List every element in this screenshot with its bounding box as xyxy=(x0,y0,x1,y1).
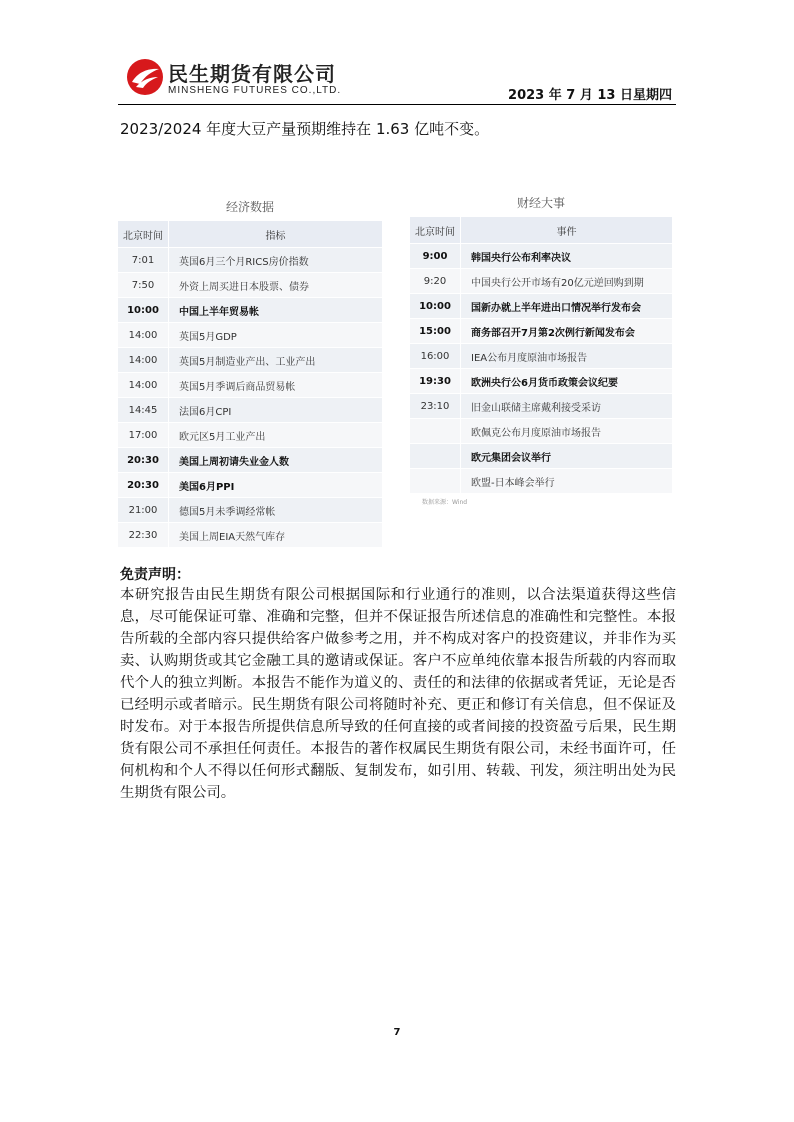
column-header-time: 北京时间 xyxy=(118,221,169,247)
table-row xyxy=(118,272,382,297)
row-text: 韩国央行公布利率决议 xyxy=(471,252,571,264)
row-text: 美国上周初请失业金人数 xyxy=(179,456,289,468)
table-header xyxy=(118,221,382,247)
page-number: 7 xyxy=(393,1027,401,1038)
row-text: 欧佩克公布月度原油市场报告 xyxy=(471,427,601,439)
row-text: 美国上周EIA天然气库存 xyxy=(179,531,286,543)
row-text: 欧洲央行公6月货币政策会议纪要 xyxy=(471,377,618,389)
row-text: 中国上半年贸易帐 xyxy=(179,306,259,318)
row-text: 英国6月三个月RICS房价指数 xyxy=(179,256,309,268)
row-time: 14:45 xyxy=(118,398,169,422)
row-time: 20:30 xyxy=(118,473,169,497)
table-row xyxy=(410,268,672,293)
row-time: 14:00 xyxy=(118,373,169,397)
row-time: 14:00 xyxy=(118,323,169,347)
disclaimer-body: 本研究报告由民生期货有限公司根据国际和行业通行的准则，以合法渠道获得这些信息，尽可能保证可靠、准确和完整，但并不保证报告所述信息的准确性和完整性。本报告所载的全部内容只提供给客户做参考之用，并不构成对客户的投资建议，并非作为买卖、认购期货或其它金融工具的邀请或保证。客户不应单纯依靠本报告所载的内容而取代个人的独立判断。本报告不能作为道义的、责任的和法律的依据或者凭证，无论是否已经明示或者暗示。民生期货有限公司将随时补充、更正和修订有关信息，但不保证及时发布。对于本报告所提供信息所导致的任何直接的或者间接的投资盈亏后果，民生期货有限公司不承担任何责任。本报告的著作权属民生期货有限公司，未经书面许可，任何机构和个人不得以任何形式翻版、复制发布，如引用、转载、刊发，须注明出处为民生期货有限公司。 xyxy=(120,587,676,801)
row-text: 德国5月未季调经常帐 xyxy=(179,506,276,518)
table-row xyxy=(410,368,672,393)
table-row xyxy=(410,343,672,368)
minsheng-logo-icon xyxy=(126,58,164,96)
row-time: 14:00 xyxy=(118,348,169,372)
table-row xyxy=(118,347,382,372)
row-text: 法国6月CPI xyxy=(179,406,232,418)
events-panel xyxy=(410,194,672,506)
row-time: 19:30 xyxy=(410,369,461,393)
disclaimer-title: 免责声明： xyxy=(120,567,190,583)
table-row xyxy=(410,293,672,318)
row-text: 商务部召开7月第2次例行新闻发布会 xyxy=(471,327,635,339)
row-text: 美国6月PPI xyxy=(179,481,235,493)
table-row xyxy=(410,393,672,418)
row-time xyxy=(410,419,461,443)
table-row xyxy=(118,522,382,547)
company-logo xyxy=(126,56,366,100)
row-time: 23:10 xyxy=(410,394,461,418)
table-row xyxy=(118,322,382,347)
column-header-item: 指标 xyxy=(265,230,286,242)
column-header-item: 事件 xyxy=(556,226,577,238)
row-time xyxy=(410,469,461,493)
row-text: 欧元区5月工业产出 xyxy=(179,431,266,443)
table-row xyxy=(118,472,382,497)
company-name-en: MINSHENG FUTURES CO.,LTD. xyxy=(168,85,342,96)
table-row xyxy=(410,468,672,493)
row-time: 9:20 xyxy=(410,269,461,293)
events-table xyxy=(410,217,672,493)
row-text: 欧元集团会议举行 xyxy=(471,452,551,464)
company-name-cn: 民生期货有限公司 xyxy=(168,62,336,86)
row-time xyxy=(410,444,461,468)
table-row xyxy=(118,447,382,472)
row-text: 国新办就上半年进出口情况举行发布会 xyxy=(471,302,641,314)
events-title: 财经大事 xyxy=(516,196,565,210)
row-text: 中国央行公开市场有20亿元逆回购到期 xyxy=(471,277,644,289)
row-time: 20:30 xyxy=(118,448,169,472)
data-source-note: 数据来源：Wind xyxy=(422,499,468,506)
row-text: 旧金山联储主席戴利接受采访 xyxy=(471,402,601,414)
row-time: 16:00 xyxy=(410,344,461,368)
report-date: 2023 年 7 月 13 日星期四 xyxy=(508,88,672,103)
row-text: 英国5月制造业产出、工业产出 xyxy=(179,356,316,368)
economic-data-title: 经济数据 xyxy=(225,200,274,214)
economic-data-panel xyxy=(118,198,382,547)
intro-paragraph: 2023/2024 年度大豆产量预期维持在 1.63 亿吨不变。 xyxy=(120,120,490,138)
header-divider xyxy=(118,104,676,105)
column-header-time: 北京时间 xyxy=(410,217,461,243)
row-text: 英国5月GDP xyxy=(179,331,237,343)
table-row xyxy=(410,443,672,468)
row-time: 10:00 xyxy=(410,294,461,318)
row-text: 外资上周买进日本股票、债券 xyxy=(179,281,309,293)
row-time: 15:00 xyxy=(410,319,461,343)
row-text: 英国5月季调后商品贸易帐 xyxy=(179,381,296,393)
table-header xyxy=(410,217,672,243)
table-row xyxy=(410,418,672,443)
table-row xyxy=(118,497,382,522)
table-row xyxy=(118,397,382,422)
table-row xyxy=(118,422,382,447)
economic-data-table xyxy=(118,221,382,547)
row-time: 21:00 xyxy=(118,498,169,522)
table-row xyxy=(118,372,382,397)
row-time: 22:30 xyxy=(118,523,169,547)
row-text: 欧盟-日本峰会举行 xyxy=(471,477,555,489)
table-row xyxy=(118,297,382,322)
row-time: 9:00 xyxy=(410,244,461,268)
table-row xyxy=(118,247,382,272)
table-row xyxy=(410,318,672,343)
row-time: 7:01 xyxy=(118,248,169,272)
row-text: IEA公布月度原油市场报告 xyxy=(471,352,588,364)
row-time: 7:50 xyxy=(118,273,169,297)
table-row xyxy=(410,243,672,268)
row-time: 10:00 xyxy=(118,298,169,322)
row-time: 17:00 xyxy=(118,423,169,447)
